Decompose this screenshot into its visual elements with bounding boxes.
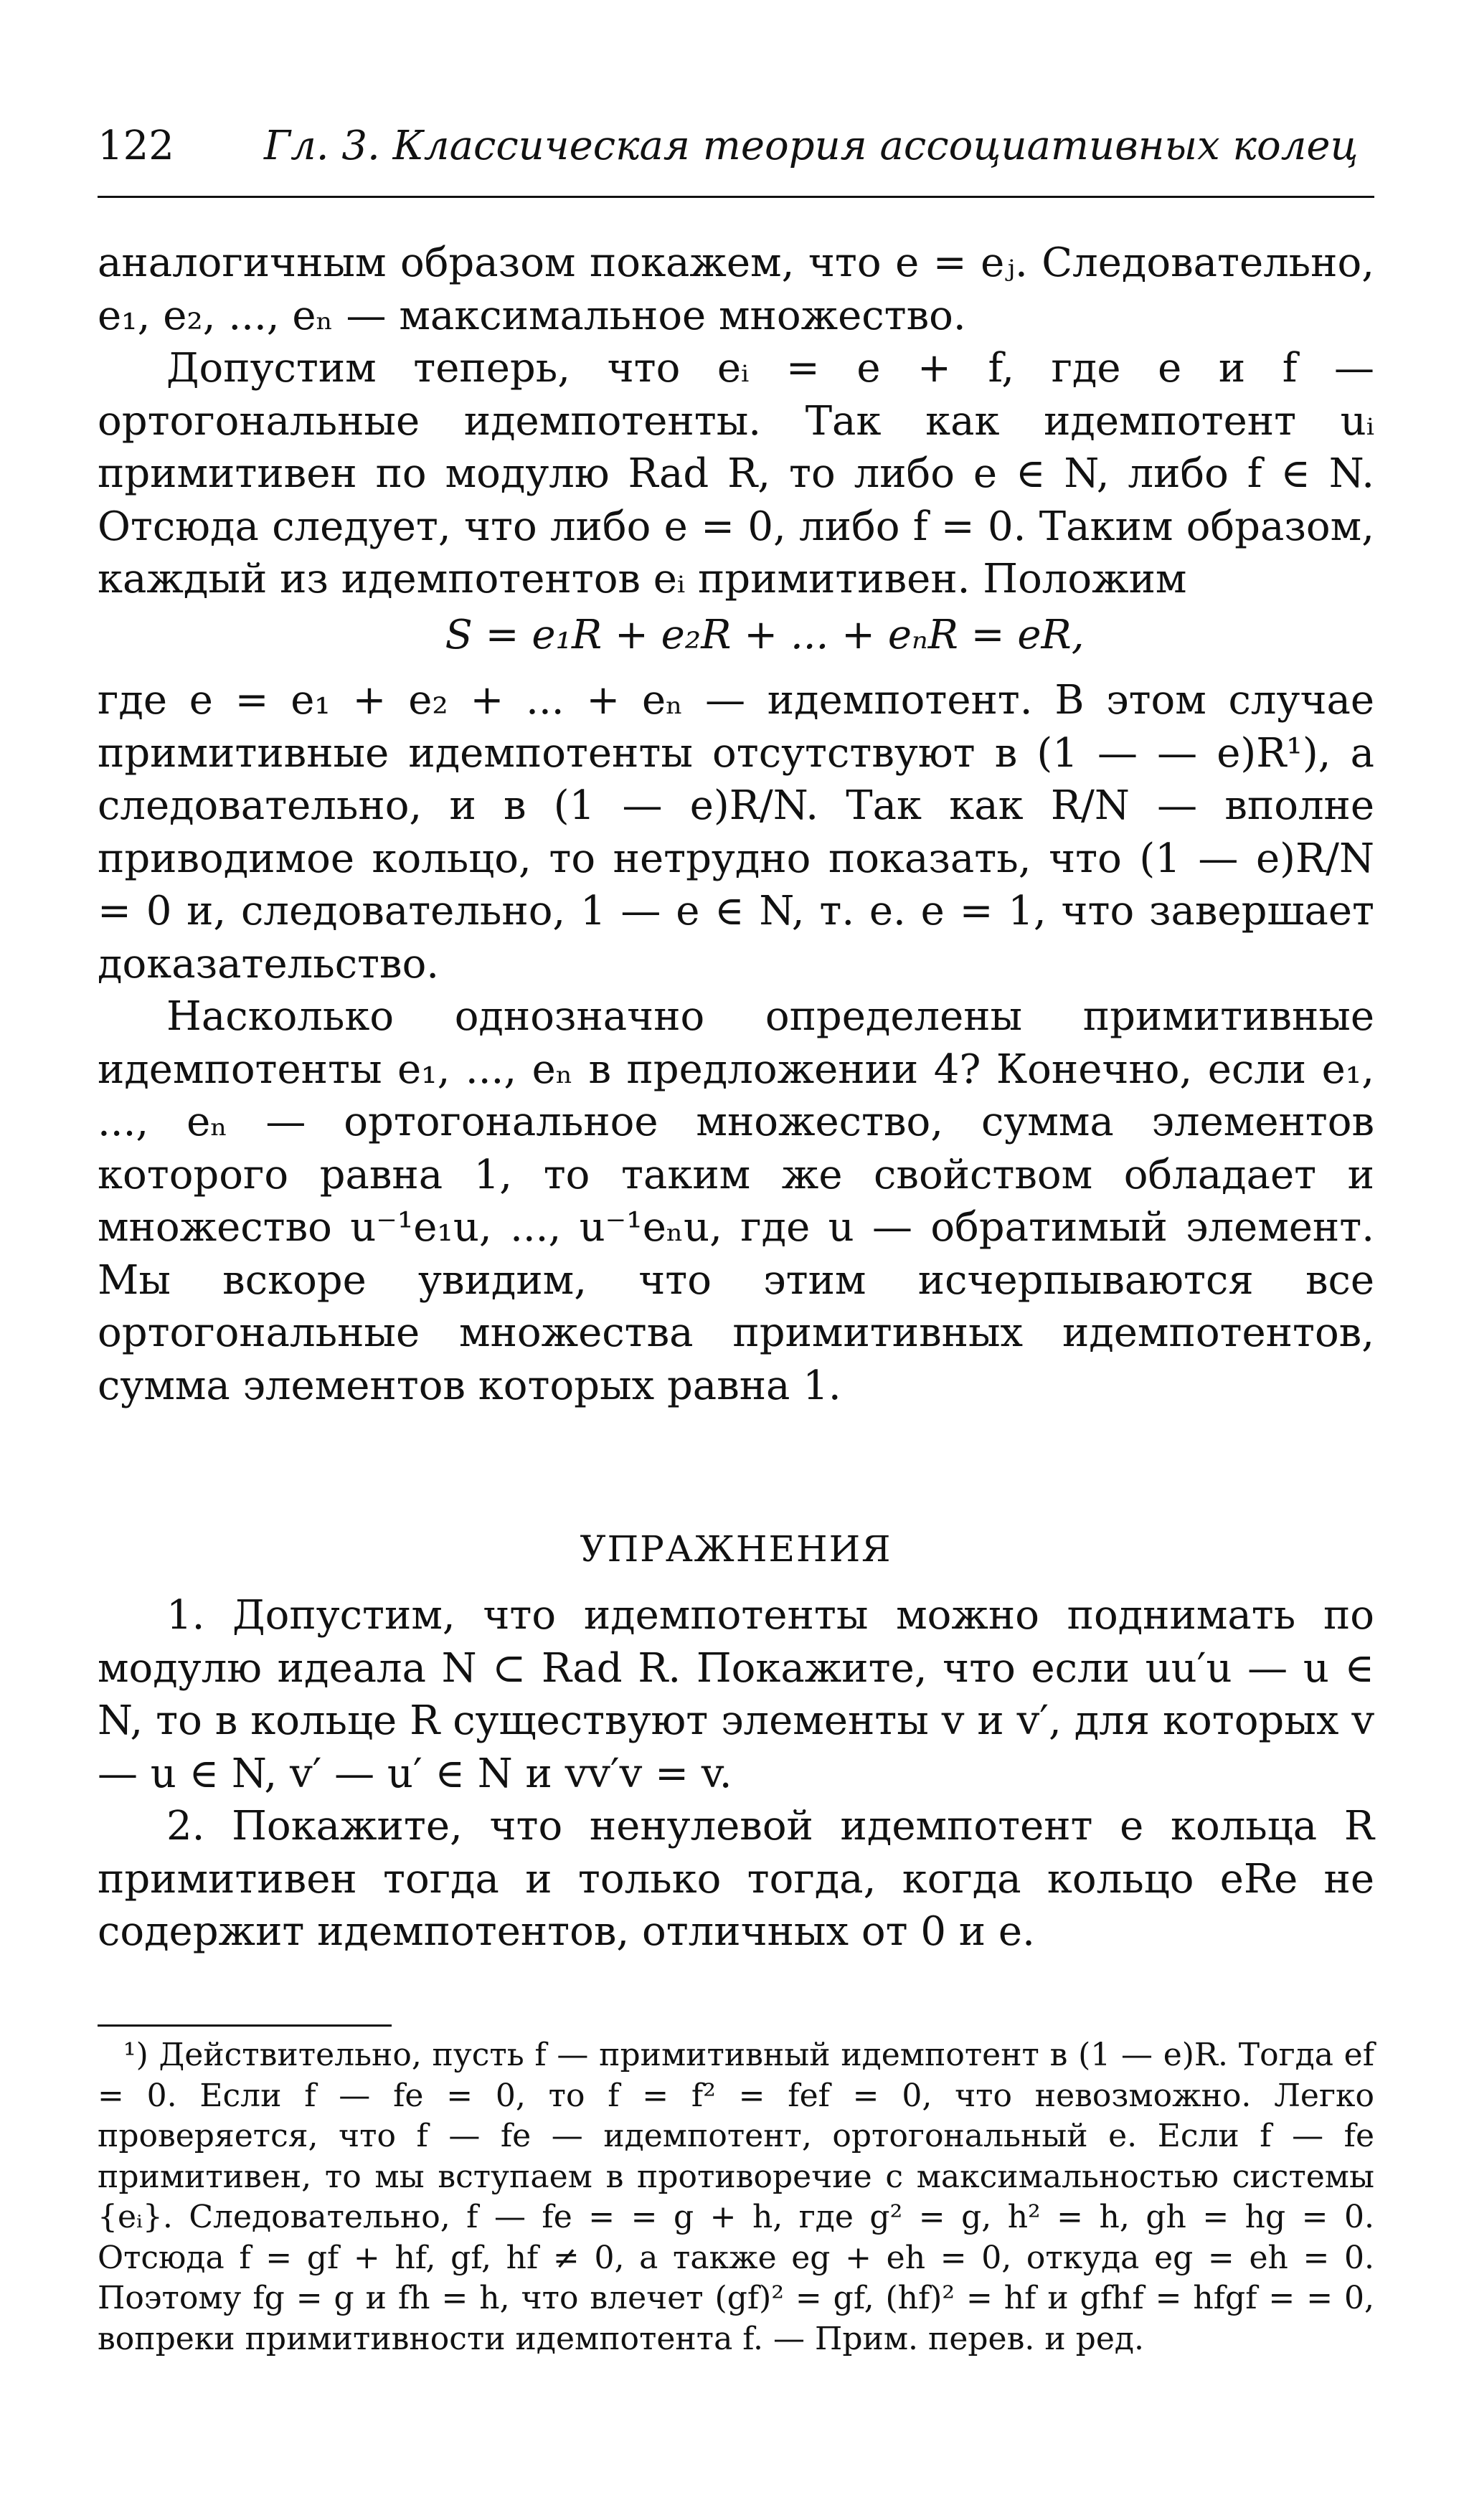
header-rule [98,196,1374,198]
footnote-text: ¹) Действительно, пусть f — примитивный идемпотент в (1 — e)R. Тогда ef = 0. Если f — fe = 0, то f = f² = fef = 0, что невозможно. Легко проверяется, что f — fe — идемпотент, ортогональный e. Если f — fe примитивен, то мы вступаем в противоречие с максимальностью системы {eᵢ}. Следовательно, f — fe = = g + h, где g² = g, h² = h, gh = hg = 0. Отсюда f = gf + hf, gf, hf ≠ 0, а также eg + eh = 0, откуда eg = eh = 0. Поэтому fg = g и fh = h, что влечет (gf)² = gf, (hf)² = hf и gfhf = hfgf = = 0, вопреки примитивности идемпотента f. — Прим. перев. и ред. [98,2037,1374,2357]
footnote [98,2035,1374,2359]
paragraph-1: аналогичным образом покажем, что e = eⱼ. Следовательно, e₁, e₂, ..., eₙ — максимальное множество. [98,240,1374,339]
exercises-heading: УПРАЖНЕНИЯ [580,1528,892,1570]
paragraph-2: Допустим теперь, что eᵢ = e + f, где e и f — ортогональные идемпотенты. Так как идемпотент uᵢ примитивен по модулю Rad R, то либо e ∈ N, либо f ∈ N. Отсюда следует, что либо e = 0, либо f = 0. Таким образом, каждый из идемпотентов eᵢ примитивен. Положим [98,345,1374,602]
exercise-item: 2. Покажите, что ненулевой идемпотент e кольца R примитивен тогда и только тогда, когда кольцо eRe не содержит идемпотентов, отличных от 0 и e. [98,1803,1374,1955]
exercises-list [98,1589,1374,1958]
display-formula: S = e₁R + e₂R + ... + eₙR = eR, [445,611,1085,658]
paragraph-3: где e = e₁ + e₂ + ... + eₙ — идемпотент. В этом случае примитивные идемпотенты отсутствуют в (1 — — e)R¹), а следовательно, и в (1 — e)R/N. Так как R/N — вполне приводимое кольцо, то нетрудно показать, что (1 — e)R/N = 0 и, следовательно, 1 — e ∈ N, т. е. e = 1, что завершает доказательство. [98,677,1374,987]
page-number: 122 [98,123,174,169]
main-text [98,237,1374,1412]
paragraph-4: Насколько однозначно определены примитивные идемпотенты e₁, ..., eₙ в предложении 4? Конечно, если e₁, ..., eₙ — ортогональное множество, сумма элементов которого равна 1, то таким же свойством обладает и множество u⁻¹e₁u, ..., u⁻¹eₙu, где u — обратимый элемент. Мы вскоре увидим, что этим исчерпываются все ортогональные множества примитивных идемпотентов, сумма элементов которых равна 1. [98,993,1374,1409]
running-title: Гл. 3. Классическая теория ассоциативных колец [264,123,1359,169]
exercise-item: 1. Допустим, что идемпотенты можно поднимать по модулю идеала N ⊂ Rad R. Покажите, что если uu′u — u ∈ N, то в кольце R существуют элементы v и v′, для которых v — u ∈ N, v′ — u′ ∈ N и vv′v = v. [98,1592,1374,1797]
footnote-rule [98,2024,392,2027]
